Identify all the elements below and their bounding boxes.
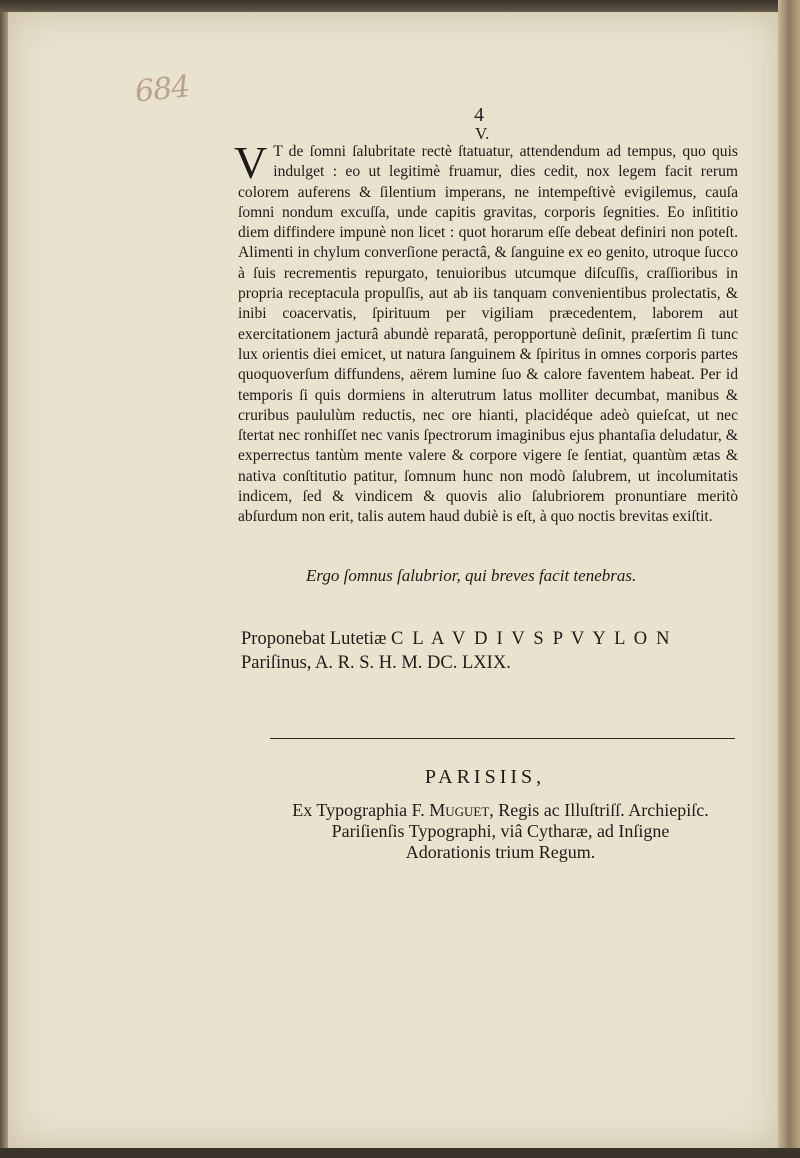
section-number: V. (475, 124, 490, 143)
drop-capital: V (234, 137, 268, 188)
page-number: 4 (474, 104, 484, 126)
book-binding-edge (778, 0, 800, 1158)
printer-name: Muguet (429, 800, 490, 820)
imprint-line-2: Pariſienſis Typographi, viâ Cytharæ, ad Inſigne (331, 821, 670, 841)
handwritten-folio-number: 684 (133, 69, 191, 110)
thesis-conclusion: Ergo ſomnus ſalubrior, qui breves facit tenebras. (306, 566, 637, 585)
imprint-city: PARISIIS, (424, 766, 546, 788)
defense-line-1 (241, 627, 751, 651)
scan-bottom-edge (0, 1148, 800, 1158)
defender-name: C L A V D I V S P V Y L O N (391, 629, 672, 649)
imprint-prefix: Ex Typographia F. (292, 800, 425, 820)
defense-statement (241, 627, 751, 675)
divider-rule (270, 738, 735, 739)
imprint-line-3: Adorationis trium Regum. (405, 842, 596, 862)
body-paragraph (234, 137, 738, 528)
body-text: T de ſomni ſalubritate rectè ſtatuatur, attendendum ad tempus, quo quis indulget : eo ut legitimè fruamur, dies cedit, nox legem facit rerum colorem auferens & ſilentium imperans, ne intempeſtivè evigilemus, cauſa ſomni nondum excuſſa, unde capitis gravitas, corporis ſegnities. Eo inſititio diem diffindere impunè non licet : quot horarum eſſe debeat definiri non poteſt. Alimenti in chylum converſione peractâ, & ſanguine ex eo genito, utroque ſucco à ſuis recrementis repurgato, tenuioribus utcumque diſcuſſis, craſſioribus in propria receptacula propulſis, aut ab iis tanquam convenientibus prolectatis, & inibi coacervatis, ſpirituum per vigiliam præcedentem, laborem aut exercitationem jacturâ abundè reparatâ, peropportunè deſinit, præſertim ſi tunc lux orientis diei emicet, ut natura ſanguinem & ſpiritus in omnes corporis partes quoquoverſum diffundens, aërem lumine ſuo & calore faventem habeat. Per id temporis ſi quis dormiens in alterutrum latus molliter decumbat, manibus & cruribus paululùm reductis, nec ore hianti, placidéque adeò quieſcat, ut nec ſtertat nec ronhiſſet nec vanis ſpectrorum imaginibus ejus phantaſia deludatur, & experrectus tantùm mente valere & corpore vigere ſe ſentiat, quantùm ætas & nativa conſtitutio patitur, ſomnum hunc non modò ſalubrem, ut incolumitatis indicem, ſed & vindicem & quovis alio ſalubriorem pronuntiare meritò abſurdum non erit, talis autem haud dubiè is eſt, à quo noctis brevitas exiſtit. (238, 143, 738, 526)
imprint-suffix: , Regis ac Illuſtriſſ. Archiepiſc. (489, 800, 709, 820)
imprint-line-1 (238, 800, 763, 821)
defense-prefix: Proponebat Lutetiæ (241, 629, 387, 649)
printer-imprint (238, 800, 763, 863)
defense-line-2: Pariſinus, A. R. S. H. M. DC. LXIX. (241, 653, 511, 673)
